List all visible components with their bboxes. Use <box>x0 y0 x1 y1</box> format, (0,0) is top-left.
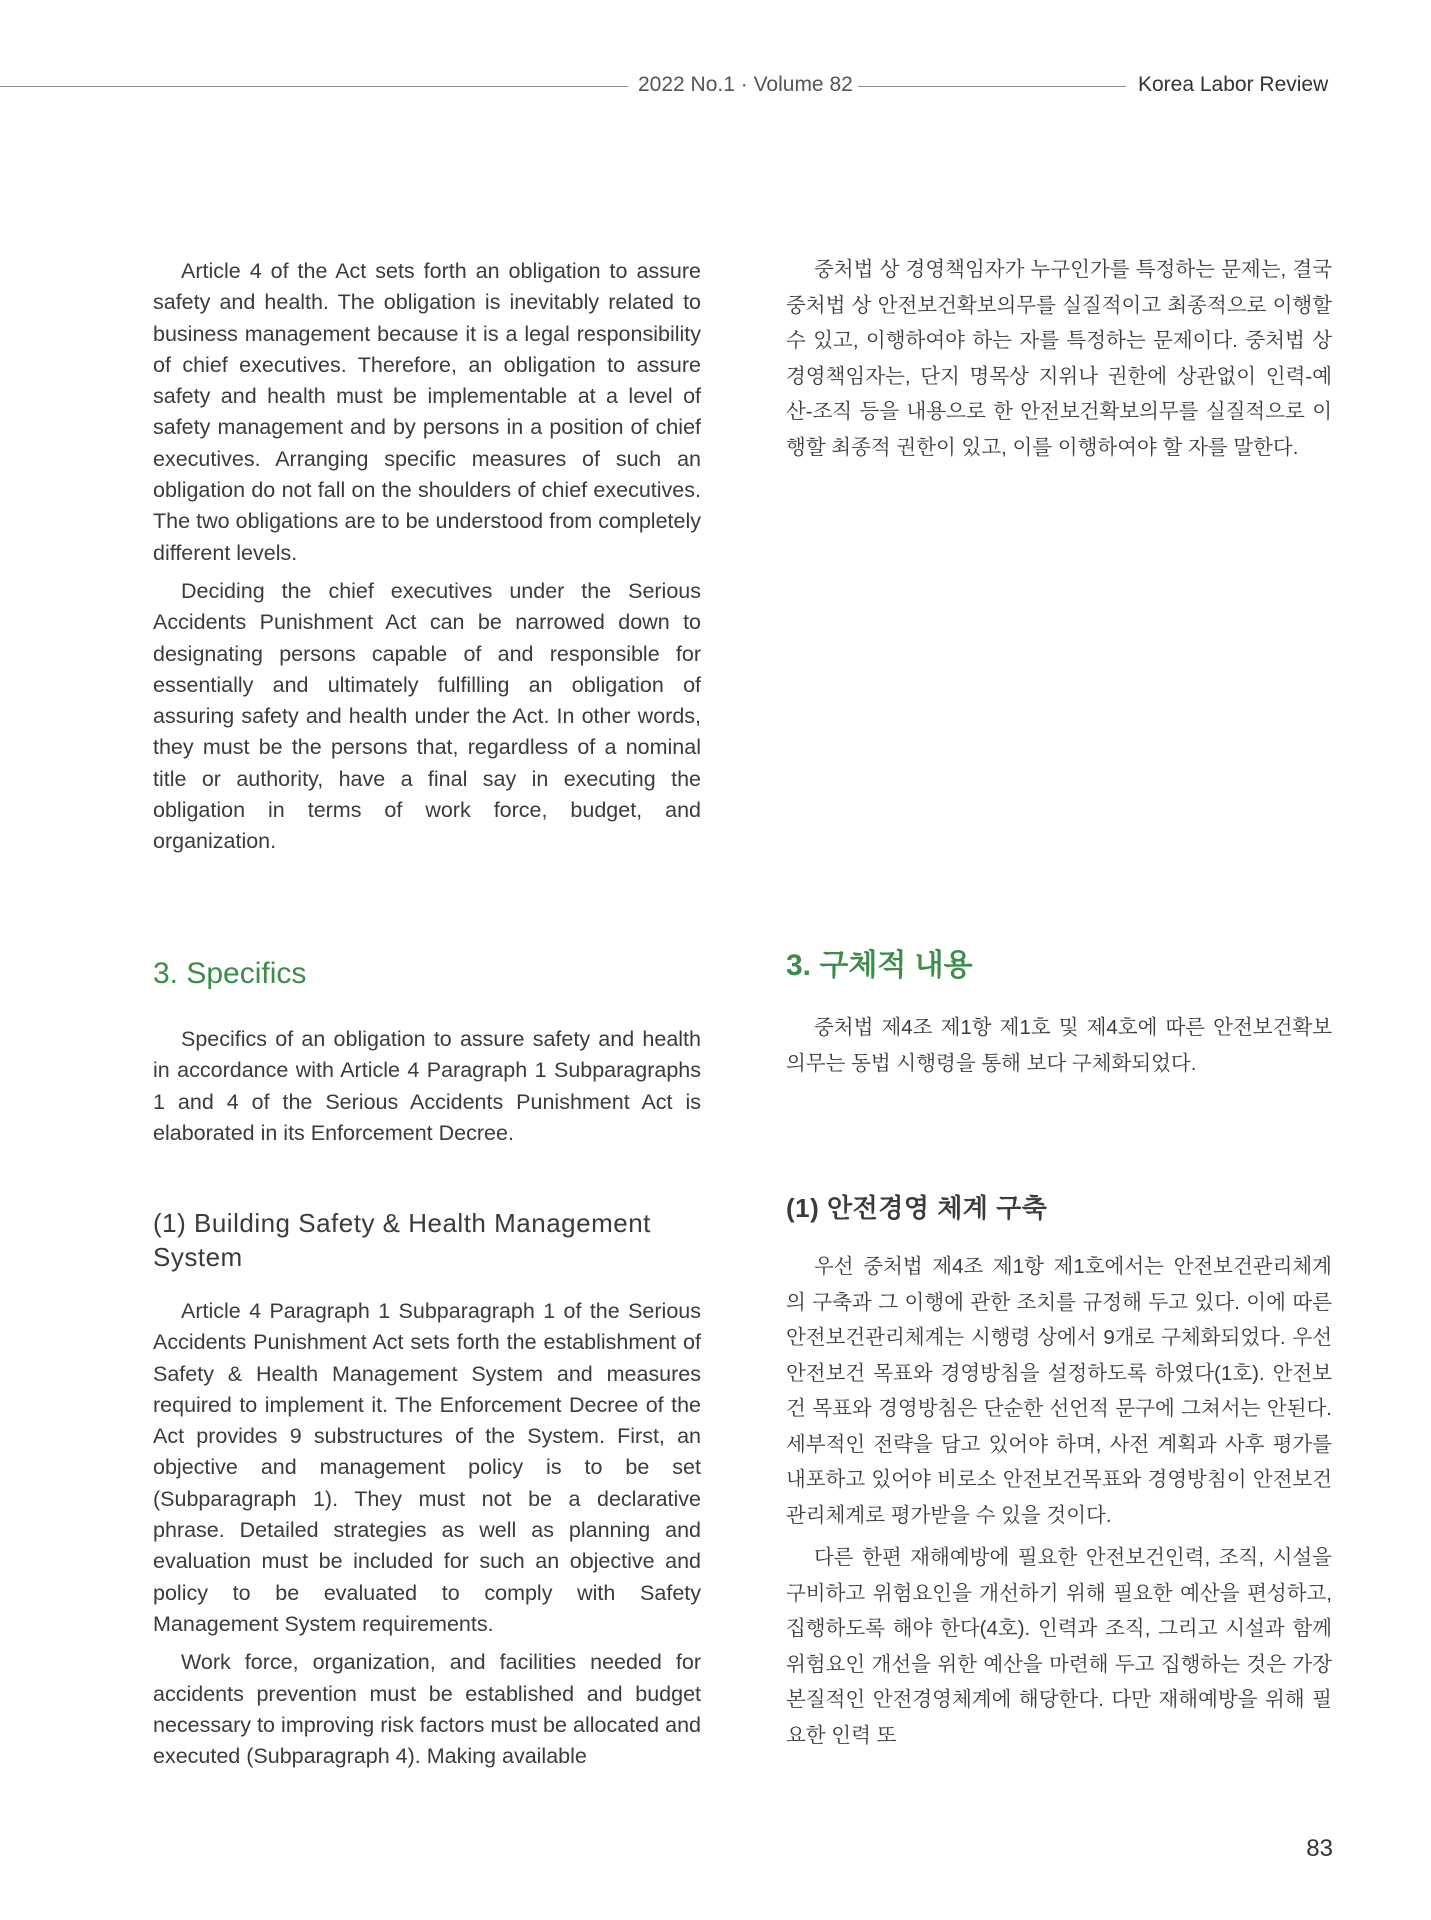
english-intro <box>153 256 701 858</box>
korean-section-heading: 3. 구체적 내용 <box>786 949 973 982</box>
english-subsection-paragraph-2: Work force, organization, and facilities needed for accidents prevention must be established and budget necessary to improving risk factors must be allocated and executed (Subparagraph 4). Making available <box>153 1650 701 1769</box>
korean-subsection-1 <box>786 1191 1332 1753</box>
korean-subsection-paragraph-1: 우선 중처법 제4조 제1항 제1호에서는 안전보건관리체계의 구축과 그 이행에 관한 조치를 규정해 두고 있다. 이에 따른 안전보건관리체계는 시행령 상에서 9개로 구체화되었다. 우선 안전보건 목표와 경영방침을 설정하도록 하였다(1호). 안전보건 목표와 경영방침은 단순한 선언적 문구에 그쳐서는 안된다. 세부적인 전략을 담고 있어야 하며, 사전 계획과 사후 평가를 내포하고 있어야 비로소 안전보건목표와 경영방침이 안전보건관리체계로 평가받을 수 있을 것이다. <box>786 1255 1332 1527</box>
korean-section-3 <box>786 948 1332 1081</box>
journal-title: Korea Labor Review <box>1138 73 1329 96</box>
english-section-paragraph: Specifics of an obligation to assure safety and health in accordance with Article 4 Paragraph 1 Subparagraphs 1 and 4 of the Serious Accidents Punishment Act is elaborated in its Enforcement Decree. <box>153 1027 701 1145</box>
issue-label: 2022 No.1 · Volume 82 <box>638 73 853 96</box>
korean-subsection-paragraph-2: 다른 한편 재해예방에 필요한 안전보건인력, 조직, 시설을 구비하고 위험요인을 개선하기 위해 필요한 예산을 편성하고, 집행하도록 해야 한다(4호). 인력과 조직, 그리고 시설과 함께 위험요인 개선을 위한 예산을 마련해 두고 집행하는 것은 가장 본질적인 안전경영체계에 해당한다. 다만 재해예방을 위해 필요한 인력 또 <box>786 1546 1332 1747</box>
english-section-heading: 3. Specifics <box>153 957 307 990</box>
english-intro-paragraph-2: Deciding the chief executives under the Serious Accidents Punishment Act can be narrowed down to designating persons capable of and responsible for essentially and ultimately fulfilling an obligation of assuring safety and health under the Act. In other words, they must be the persons that, regardless of a nominal title or authority, have a final say in executing the obligation in terms of work force, budget, and organization. <box>153 578 701 854</box>
running-header <box>0 66 1431 106</box>
header-rule-left <box>0 86 628 87</box>
english-intro-paragraph-1: Article 4 of the Act sets forth an obligation to assure safety and health. The obligation is inevitably related to business management because it is a legal responsibility of chief executives. Therefore, an obligation to assure safety and health must be implementable at a level of safety management and by persons in a position of chief executives. Arranging specific measures of such an obligation do not fall on the shoulders of chief executives. The two obligations are to be understood from completely different levels. <box>153 259 701 565</box>
header-rule-middle <box>858 86 1126 87</box>
korean-intro <box>786 252 1332 465</box>
page-number: 83 <box>1306 1835 1333 1862</box>
korean-column <box>786 256 1332 1770</box>
korean-subsection-heading: (1) 안전경영 체계 구축 <box>786 1193 1048 1223</box>
korean-intro-paragraph: 중처법 상 경영책임자가 누구인가를 특정하는 문제는, 결국 중처법 상 안전보건확보의무를 실질적이고 최종적으로 이행할 수 있고, 이행하여야 하는 자를 특정하는 문제이다. 중처법 상 경영책임자는, 단지 명목상 지위나 권한에 상관없이 인력-예산-조직 등을 내용으로 한 안전보건확보의무를 실질적으로 이행할 최종적 권한이 있고, 이를 이행하여야 할 자를 말한다. <box>786 258 1332 459</box>
english-subsection-paragraph-1: Article 4 Paragraph 1 Subparagraph 1 of the Serious Accidents Punishment Act sets forth the establishment of Safety & Health Management System and measures required to implement it. The Enforcement Decree of the Act provides 9 substructures of the System. First, an objective and management policy is to be set (Subparagraph 1). They must not be a declarative phrase. Detailed strategies as well as planning and evaluation must be included for such an objective and policy to be evaluated to comply with Safety Management System requirements. <box>153 1299 701 1636</box>
english-section-3 <box>153 956 701 1149</box>
korean-section-paragraph: 중처법 제4조 제1항 제1호 및 제4호에 따른 안전보건확보의무는 동법 시행령을 통해 보다 구체화되었다. <box>786 1016 1332 1075</box>
english-column <box>153 256 701 1770</box>
english-subsection-1 <box>153 1206 701 1772</box>
english-subsection-heading: (1) Building Safety & Health Management System <box>153 1208 651 1272</box>
